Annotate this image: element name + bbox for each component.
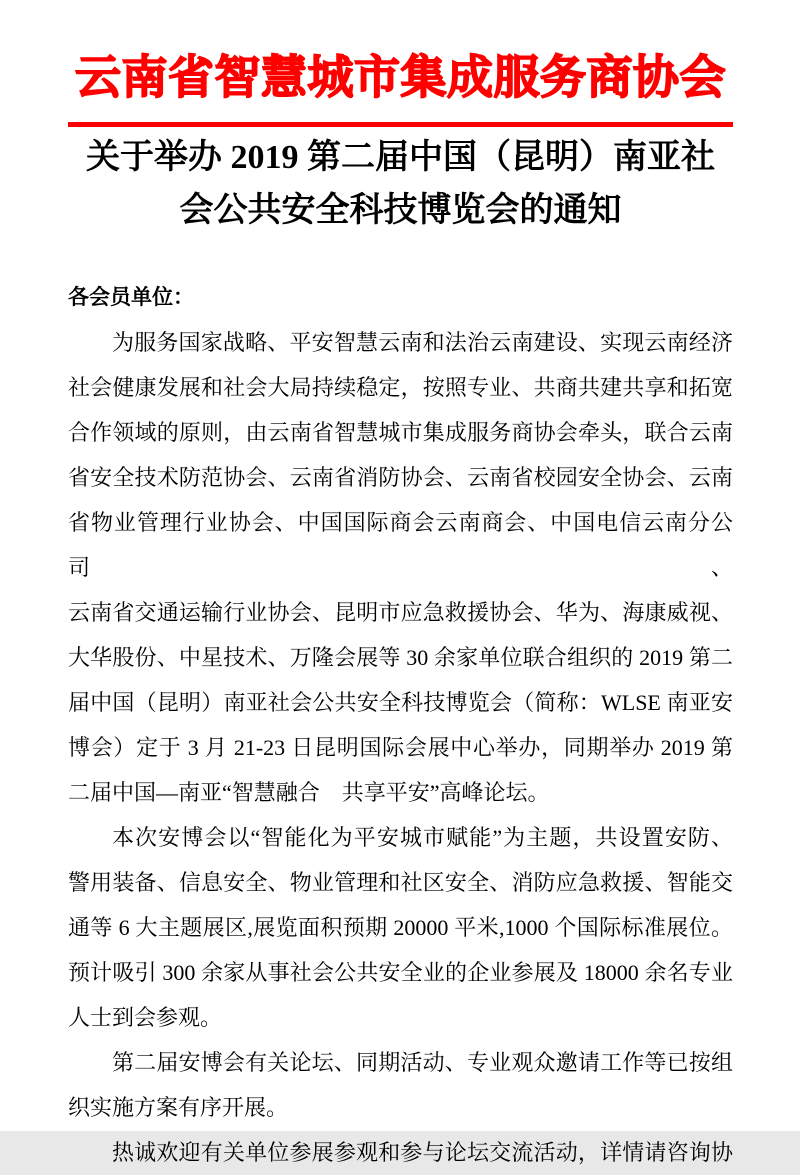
paragraph-3	[68, 1040, 733, 1130]
red-divider-rule	[68, 122, 733, 127]
body-line: 省物业管理行业协会、中国国际商会云南商会、中国电信云南分公司、	[68, 510, 733, 580]
body-line: 合作领域的原则，由云南省智慧城市集成服务商协会牵头，联合云南	[68, 420, 733, 445]
body-line: 二届中国—南亚“智慧融合 共享平安”高峰论坛。	[68, 780, 550, 805]
body-line: 织实施方案有序开展。	[68, 1095, 289, 1120]
body-line: 预计吸引 300 余家从事社会公共安全业的企业参展及 18000 余名专业	[68, 960, 733, 985]
body-line: 通等 6 大主题展区,展览面积预期 20000 平米,1000 个国际标准展位。	[68, 915, 733, 940]
body-line: 云南省交通运输行业协会、昆明市应急救援协会、华为、海康威视、	[68, 600, 733, 625]
body-line: 人士到会参观。	[68, 1005, 223, 1030]
body-line: 社会健康发展和社会大局持续稳定，按照专业、共商共建共享和拓宽	[68, 375, 733, 400]
notice-title-line-2: 会公共安全科技博览会的通知	[179, 192, 622, 229]
paragraph-1	[68, 320, 733, 815]
body-line: 博会）定于 3 月 21-23 日昆明国际会展中心举办，同期举办 2019 第	[68, 735, 733, 760]
notice-title-line-1: 关于举办 2019 第二届中国（昆明）南亚社	[86, 139, 715, 176]
body-line: 为服务国家战略、平安智慧云南和法治云南建设、实现云南经济	[112, 330, 733, 355]
paragraph-2	[68, 815, 733, 1040]
body-line: 届中国（昆明）南亚社会公共安全科技博览会（简称：WLSE 南亚安	[68, 690, 733, 715]
body-line: 热诚欢迎有关单位参展参观和参与论坛交流活动，详情请咨询协	[112, 1140, 733, 1165]
paragraph-4	[68, 1130, 733, 1175]
salutation: 各会员单位：	[68, 286, 194, 309]
notice-body	[68, 275, 733, 1175]
body-line: 第二届安博会有关论坛、同期活动、专业观众邀请工作等已按组	[112, 1050, 733, 1075]
association-name: 云南省智慧城市集成服务商协会	[75, 51, 726, 103]
body-line: 大华股份、中星技术、万隆会展等 30 余家单位联合组织的 2019 第二	[68, 645, 733, 670]
body-line: 省安全技术防范协会、云南省消防协会、云南省校园安全协会、云南	[68, 465, 733, 490]
body-line: 警用装备、信息安全、物业管理和社区安全、消防应急救援、智能交	[68, 870, 733, 895]
notice-title	[68, 131, 733, 237]
body-line: 本次安博会以“智能化为平安城市赋能”为主题，共设置安防、	[112, 825, 733, 850]
letterhead	[68, 48, 733, 127]
